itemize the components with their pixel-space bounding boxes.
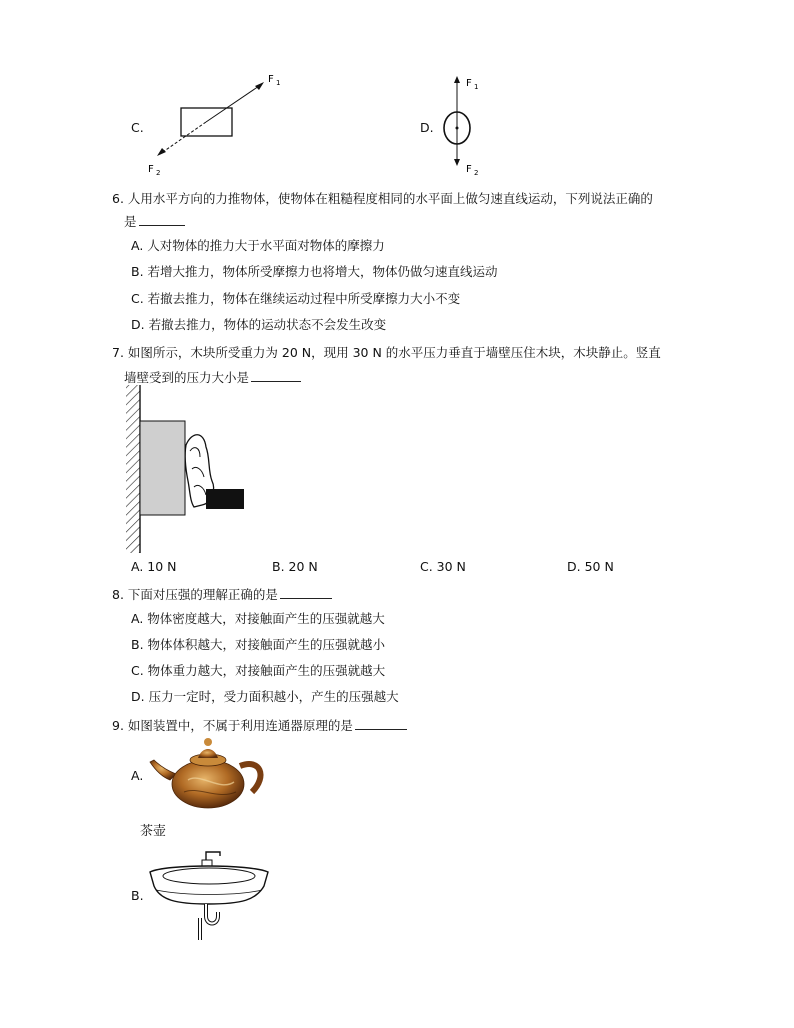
q6-option-d[interactable]: D. 若撤去推力，物体的运动状态不会发生改变: [131, 317, 387, 332]
q9-stem: 9. 如图装置中，不属于利用连通器原理的是: [112, 716, 407, 734]
q8-option-d[interactable]: D. 压力一定时，受力面积越小，产生的压强越大: [131, 689, 399, 704]
wall-hatching: [126, 385, 140, 553]
svg-text:1: 1: [276, 79, 281, 87]
q9-option-b-label[interactable]: B.: [131, 888, 144, 903]
q8-option-c[interactable]: C. 物体重力越大，对接触面产生的压强就越大: [131, 663, 386, 678]
q7-option-d[interactable]: D. 50 N: [567, 559, 614, 574]
teapot-image: [148, 736, 270, 812]
answer-blank[interactable]: [139, 213, 185, 226]
q8-option-a[interactable]: A. 物体密度越大，对接触面产生的压强就越大: [131, 611, 385, 626]
q9-option-a-caption: 茶壶: [140, 824, 167, 839]
arrowhead-f1: [454, 76, 460, 83]
q6-stem-line2: 是: [124, 212, 185, 230]
f2-label: F: [148, 164, 154, 175]
washbasin-image: [146, 846, 272, 942]
q6-option-a[interactable]: A. 人对物体的推力大于水平面对物体的摩擦力: [131, 238, 385, 253]
svg-text:F: F: [466, 164, 472, 175]
q6-option-c[interactable]: C. 若撤去推力，物体在继续运动过程中所受摩擦力大小不变: [131, 291, 461, 306]
q6-option-b[interactable]: B. 若增大推力，物体所受摩擦力也将增大，物体仍做匀速直线运动: [131, 264, 498, 279]
q5-option-d-label: D.: [420, 120, 434, 135]
answer-blank[interactable]: [251, 369, 301, 382]
svg-text:F: F: [466, 78, 472, 89]
q7-wall-block-figure: [120, 385, 255, 555]
q5-figure-c: [140, 66, 290, 178]
q7-option-a[interactable]: A. 10 N: [131, 559, 177, 574]
sleeve: [206, 489, 244, 509]
answer-blank[interactable]: [355, 717, 407, 730]
svg-text:2: 2: [474, 169, 479, 177]
q8-stem: 8. 下面对压强的理解正确的是: [112, 585, 332, 603]
svg-text:1: 1: [474, 83, 479, 91]
q5-option-c-label: C.: [131, 120, 144, 135]
arrowhead-f2: [454, 159, 460, 166]
svg-text:2: 2: [156, 169, 161, 177]
answer-blank[interactable]: [280, 586, 332, 599]
q7-stem-line2: 墙壁受到的压力大小是: [124, 368, 301, 386]
q9-option-a-label[interactable]: A.: [131, 768, 144, 783]
wooden-block: [140, 421, 185, 515]
f1-label: F: [268, 74, 274, 85]
q7-stem-line1: 7. 如图所示，木块所受重力为 20 N，现用 30 N 的水平压力垂直于墙壁压住木块，木块静止。竖直: [112, 345, 661, 360]
q5-figure-d: [430, 70, 500, 178]
force-line-f1: [206, 84, 262, 122]
q7-option-c[interactable]: C. 30 N: [420, 559, 466, 574]
arrowhead-f1: [255, 82, 264, 90]
arrowhead-f2: [157, 148, 166, 156]
q7-option-b[interactable]: B. 20 N: [272, 559, 318, 574]
q6-stem-line1: 6. 人用水平方向的力推物体，使物体在粗糙程度相同的水平面上做匀速直线运动，下列说法正确的: [112, 191, 653, 206]
q8-option-b[interactable]: B. 物体体积越大，对接触面产生的压强就越小: [131, 637, 386, 652]
